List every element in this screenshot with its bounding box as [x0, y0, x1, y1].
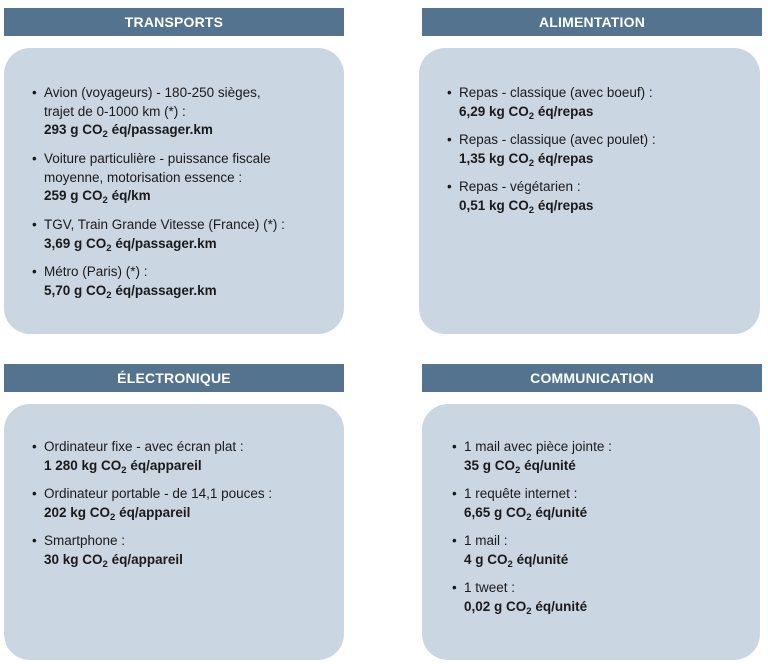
item-label: Voiture particulière - puissance fiscale [44, 151, 271, 166]
electronique-card [4, 404, 344, 660]
item-value: 30 kg $CO_2$ éq/appareil [44, 551, 183, 570]
item-label: 1 requête internet : [464, 486, 578, 501]
item-label-cont: moyenne, motorisation essence : [44, 169, 243, 185]
bullet-icon: • [32, 439, 37, 454]
bullet-icon: • [452, 533, 457, 548]
bullet-icon: • [32, 151, 37, 166]
bullet-icon: • [452, 580, 457, 595]
list-item [32, 485, 273, 524]
transports-card [4, 48, 344, 334]
bullet-icon: • [32, 533, 37, 548]
item-label: Métro (Paris) (*) : [44, 264, 148, 279]
list-item [32, 84, 261, 142]
list-item [452, 579, 588, 618]
communication-header: COMMUNICATION [422, 364, 762, 392]
bullet-icon: • [447, 179, 452, 194]
item-label: Ordinateur portable - de 14,1 pouces : [44, 486, 273, 501]
item-label: Ordinateur fixe - avec écran plat : [44, 439, 244, 454]
item-label: Repas - végétarien : [459, 179, 581, 194]
item-label: 1 tweet : [464, 580, 516, 595]
item-value: 202 kg $CO_2$ éq/appareil [44, 504, 191, 523]
item-value: 3,69 g $CO_2$ éq/passager.km [44, 235, 217, 254]
bullet-icon: • [32, 85, 37, 100]
item-value: 0,51 kg $CO_2$ éq/repas [459, 197, 594, 216]
item-label-cont: trajet de 0-1000 km (*) : [44, 103, 186, 119]
item-label: Repas - classique (avec poulet) : [459, 132, 656, 147]
item-label: 1 mail avec pièce jointe : [464, 439, 612, 454]
bullet-icon: • [32, 217, 37, 232]
bullet-icon: • [447, 85, 452, 100]
item-value: 6,65 g $CO_2$ éq/unité [464, 504, 588, 523]
item-value: 35 g $CO_2$ éq/unité [464, 457, 576, 476]
list-item [32, 216, 285, 255]
bullet-icon: • [452, 439, 457, 454]
bullet-icon: • [32, 264, 37, 279]
electronique-header: ÉLECTRONIQUE [4, 364, 344, 392]
alimentation-card [419, 48, 760, 334]
list-item [452, 438, 612, 477]
bullet-icon: • [452, 486, 457, 501]
item-value: 293 g $CO_2$ éq/passager.km [44, 122, 213, 140]
item-label: Avion (voyageurs) - 180-250 sièges, [44, 85, 261, 100]
item-value: 5,70 g $CO_2$ éq/passager.km [44, 282, 217, 301]
list-item [32, 438, 244, 477]
item-label: Repas - classique (avec boeuf) : [459, 85, 653, 100]
alimentation-header: ALIMENTATION [422, 8, 762, 36]
list-item [32, 263, 217, 302]
list-item [32, 532, 183, 571]
bullet-icon: • [447, 132, 452, 147]
list-item [447, 131, 656, 170]
bullet-icon: • [32, 486, 37, 501]
list-item [452, 485, 588, 524]
item-value: 1 280 kg $CO_2$ éq/appareil [44, 457, 202, 476]
list-item [32, 150, 271, 208]
item-value: 4 g $CO_2$ éq/unité [464, 551, 569, 570]
item-value: 259 g $CO_2$ éq/km [44, 188, 151, 206]
item-label: Smartphone : [44, 533, 126, 548]
item-label: TGV, Train Grande Vitesse (France) (*) : [44, 217, 285, 232]
list-item [452, 532, 569, 571]
communication-card [422, 404, 760, 660]
item-value: 0,02 g $CO_2$ éq/unité [464, 598, 588, 617]
transports-header: TRANSPORTS [4, 8, 344, 36]
list-item [447, 178, 594, 217]
item-value: 1,35 kg $CO_2$ éq/repas [459, 150, 594, 169]
item-label: 1 mail : [464, 533, 508, 548]
list-item [447, 84, 653, 123]
item-value: 6,29 kg $CO_2$ éq/repas [459, 103, 594, 122]
